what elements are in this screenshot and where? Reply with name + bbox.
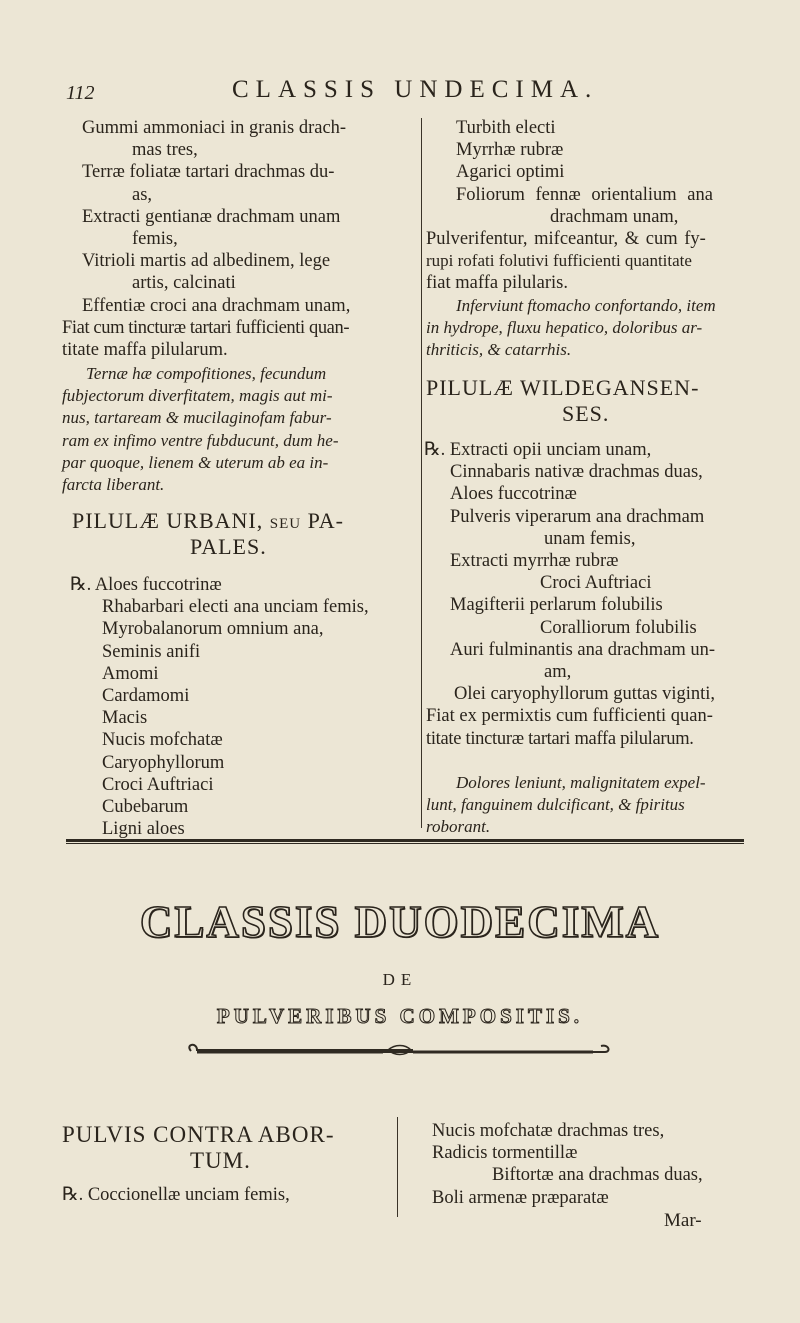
section-de: DE [382, 970, 418, 989]
text-line: Terræ foliatæ tartari drachmas du- [82, 162, 335, 183]
note-line: fubjectorum diverfitatem, magis aut mi- [62, 386, 333, 406]
ornament-flourish-icon [183, 1040, 613, 1062]
column-divider-bottom [397, 1117, 398, 1217]
heading-pilulae-wildegansen: PILULÆ WILDEGANSEN- [426, 375, 700, 400]
recipe-line: Pulveris viperarum ana drachmam [450, 506, 705, 527]
text-line: mas tres, [132, 140, 198, 161]
text-line: Pulverifentur, mifceantur, & cum fy- [426, 229, 706, 250]
text-line: titate maffa pilularum. [62, 340, 228, 361]
heading-ses: SES. [562, 401, 610, 426]
section-rule [66, 837, 744, 845]
page-number: 112 [66, 82, 95, 104]
section-subtitle: PULVERIBUS COMPOSITIS. [216, 1004, 584, 1028]
recipe-line: Nucis mofchatæ drachmas tres, [432, 1121, 665, 1141]
left-note [62, 363, 402, 496]
text-line: Gummi ammoniaci in granis drach- [82, 118, 347, 138]
text-line: Vitrioli martis ad albedinem, lege [82, 251, 331, 272]
text-line: femis, [132, 229, 178, 250]
recipe-line: Rhabarbari electi ana unciam femis, [102, 597, 369, 618]
recipe-line: Cubebarum [102, 797, 189, 818]
note-line: Inferviunt ftomacho confortando, item [456, 296, 716, 315]
text-line: as, [132, 184, 153, 205]
note-line: thriticis, & catarrhis. [426, 340, 572, 360]
text-line: artis, calcinati [132, 273, 236, 294]
recipe-line: Extracti myrrhæ rubræ [450, 551, 619, 572]
recipe-line: Biftortæ ana drachmas duas, [492, 1165, 703, 1186]
recipe-line: ℞. Extracti opii unciam unam, [424, 440, 652, 460]
text-line: drachmam unam, [550, 206, 679, 227]
recipe-line: Ligni aloes [102, 819, 185, 840]
note-line: lunt, fanguinem dulcificant, & fpiritus [426, 795, 685, 815]
left-recipe [70, 574, 405, 840]
note-line: par quoque, lienem & uterum ab ea in- [62, 452, 329, 472]
heading-pulvis-contra-abortum: PULVIS CONTRA ABOR- [62, 1122, 335, 1147]
note-line: Dolores leniunt, malignitatem expel- [456, 773, 706, 792]
heading-seu: SEU [269, 516, 302, 532]
recipe-line: Croci Auftriaci [540, 573, 652, 594]
catchword: Mar- [664, 1210, 702, 1231]
text-line: Effentiæ croci ana drachmam unam, [82, 295, 351, 316]
heading-tum: TUM. [190, 1148, 251, 1173]
recipe-line: Caryophyllorum [102, 752, 225, 773]
recipe-line: Croci Auftriaci [102, 774, 214, 795]
running-head: CLASSIS UNDECIMA. [232, 76, 599, 103]
recipe-line: ℞. Coccionellæ unciam femis, [62, 1185, 290, 1205]
recipe-line: Fiat ex permixtis cum fufficienti quan- [426, 706, 713, 727]
recipe-line: Cinnabaris nativæ drachmas duas, [450, 462, 703, 483]
recipe-line: Coralliorum folubilis [540, 617, 697, 638]
text-line: rupi rofati folutivi fufficienti quantitate [426, 251, 692, 271]
recipe-line: unam femis, [544, 528, 636, 549]
recipe-line: titate tincturæ tartari maffa pilularum. [426, 728, 694, 749]
text-line: Foliorum fennæ orientalium ana [456, 184, 713, 205]
heading-text: PA- [307, 508, 345, 533]
recipe-line: Auri fulminantis ana drachmam un- [450, 639, 716, 660]
recipe-line: Boli armenæ præparatæ [432, 1187, 609, 1208]
recipe-line: Olei caryophyllorum guttas viginti, [454, 684, 716, 705]
column-divider [421, 118, 422, 828]
recipe-line: Amomi [102, 663, 159, 684]
section-title: CLASSIS DUODECIMA [139, 897, 661, 947]
recipe-line: Aloes fuccotrinæ [450, 484, 577, 505]
text-line: Fiat cum tincturæ tartari fufficienti quan- [62, 317, 350, 338]
text-line: Turbith electi [456, 118, 556, 138]
text-line: Myrrhæ rubræ [456, 140, 564, 161]
text-line: Agarici optimi [456, 162, 565, 183]
left-column [62, 117, 404, 361]
recipe-line: Radicis tormentillæ [432, 1143, 578, 1164]
recipe-line: Myrobalanorum omnium ana, [102, 619, 324, 640]
note-line: nus, tartaream & mucilaginofam fabur- [62, 408, 332, 428]
note-line: Ternæ hæ compofitiones, fecundum [86, 364, 327, 383]
right-note [426, 295, 756, 362]
heading-pilulae-urbani [72, 508, 344, 537]
recipe-line: Magifterii perlarum folubilis [450, 595, 663, 616]
recipe-line: am, [544, 662, 572, 683]
text-line: fiat maffa pilularis. [426, 273, 568, 294]
recipe-line: Nucis mofchatæ [102, 730, 223, 751]
recipe-line: Cardamomi [102, 686, 190, 707]
note-line: in hydrope, fluxu hepatico, doloribus ar- [426, 318, 703, 338]
text-line: Extracti gentianæ drachmam unam [82, 206, 341, 227]
bottom-left-recipe [62, 1184, 392, 1206]
note-line: ram ex infimo ventre fubducunt, dum he- [62, 430, 339, 450]
right-recipe [424, 439, 758, 750]
right-column [426, 117, 756, 295]
recipe-line: Seminis anifi [102, 641, 201, 662]
note-line: farcta liberant. [62, 475, 165, 495]
recipe-line: Macis [102, 708, 148, 729]
recipe-line: ℞. Aloes fuccotrinæ [70, 575, 222, 595]
heading-pales: PALES. [190, 534, 267, 559]
bottom-right-recipe [412, 1120, 752, 1209]
heading-text: PILULÆ URBANI, [72, 508, 264, 533]
right-note-2 [426, 772, 756, 839]
note-line: roborant. [426, 817, 491, 837]
